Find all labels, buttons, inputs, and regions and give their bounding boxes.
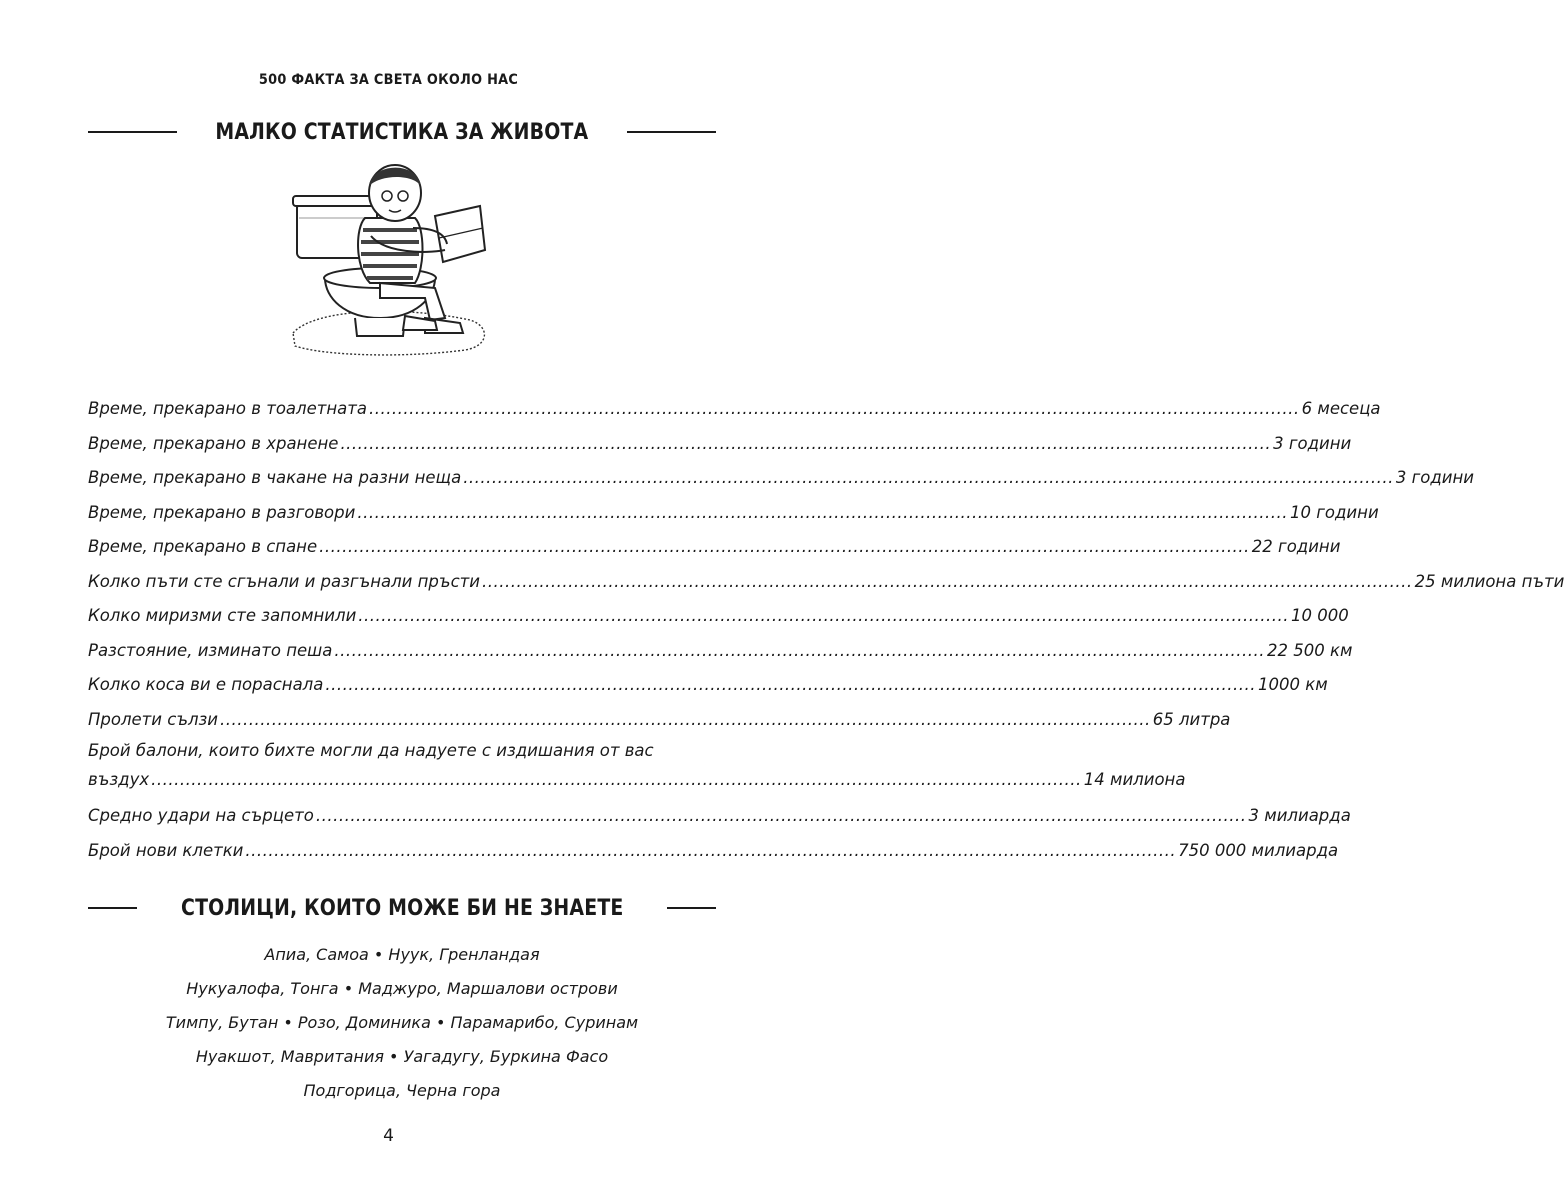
boy-reading-on-toilet-illustration xyxy=(285,158,500,363)
capitals-line: Нуакшот, Мавритания • Уагадугу, Буркина Фасо xyxy=(195,1047,609,1066)
stat-label: Брой нови клетки xyxy=(88,840,244,860)
running-head: 500 ФАКТА ЗА СВЕТА ОКОЛО НАС xyxy=(258,72,519,88)
stat-row xyxy=(88,392,1381,427)
stat-row-continuation xyxy=(88,765,1186,799)
heading-rule-right xyxy=(627,131,716,133)
stat-value: 6 месеца xyxy=(1301,399,1381,418)
stat-label: Време, прекарано в хранене xyxy=(88,433,339,453)
stat-label: Колко пъти сте сгънали и разгънали пръсти xyxy=(88,571,480,591)
heading-rule-left xyxy=(88,131,177,133)
section-title: СТОЛИЦИ, КОИТО МОЖЕ БИ НЕ ЗНАЕТЕ xyxy=(180,895,624,921)
stat-label: Разстояние, изминато пеша xyxy=(88,640,333,660)
capitals-line: Подгорица, Черна гора xyxy=(303,1081,501,1100)
stat-row xyxy=(88,565,1564,600)
stat-row xyxy=(88,530,1341,565)
stat-value: 14 милиона xyxy=(1083,770,1186,789)
stat-label: Време, прекарано в спане xyxy=(88,537,318,556)
stat-row xyxy=(88,427,1352,462)
dot-leader: .................................................................................................................................................................. xyxy=(151,770,1082,789)
section-heading-capitals xyxy=(88,892,716,924)
stat-label: Колко миризми сте запомнили xyxy=(88,606,357,625)
dot-leader: .................................................................................................................................................................. xyxy=(245,840,1177,860)
stat-value: 10 000 xyxy=(1290,606,1349,625)
stat-row xyxy=(88,634,1353,669)
dot-leader: .................................................................................................................................................................. xyxy=(334,640,1266,660)
stat-value: 3 милиарда xyxy=(1248,806,1351,825)
dot-leader: .................................................................................................................................................................. xyxy=(358,606,1289,625)
stat-row xyxy=(88,703,1231,738)
stat-value: 1000 км xyxy=(1258,675,1328,694)
dot-leader: .................................................................................................................................................................. xyxy=(368,399,1300,418)
stat-value: 25 милиона пъти xyxy=(1414,571,1564,591)
stat-label: Пролети сълзи xyxy=(88,709,219,729)
stat-label: въздух xyxy=(88,770,150,789)
dot-leader: .................................................................................................................................................................. xyxy=(319,537,1250,556)
stat-label: Време, прекарано в тоалетната xyxy=(88,399,367,418)
stat-row xyxy=(88,799,1351,834)
stat-value: 10 години xyxy=(1290,502,1379,522)
stat-label: Колко коса ви е пораснала xyxy=(88,675,324,694)
stat-row xyxy=(88,737,1186,799)
stat-value: 3 години xyxy=(1273,433,1352,453)
dot-leader: .................................................................................................................................................................. xyxy=(220,709,1151,729)
stat-label: Време, прекарано в чакане на разни неща xyxy=(88,468,462,487)
stat-row xyxy=(88,599,1349,634)
dot-leader: .................................................................................................................................................................. xyxy=(357,502,1289,522)
capitals-list xyxy=(88,938,716,1108)
heading-rule-left xyxy=(88,907,137,909)
heading-rule-right xyxy=(667,907,716,909)
dot-leader: .................................................................................................................................................................. xyxy=(315,806,1247,825)
life-stats-list xyxy=(88,392,1564,868)
stat-value: 3 години xyxy=(1395,468,1475,487)
capitals-line: Нукуалофа, Тонга • Маджуро, Маршалови острови xyxy=(186,979,618,998)
dot-leader: .................................................................................................................................................................. xyxy=(481,571,1413,591)
stat-label: Брой балони, които бихте могли да надуете с издишания от вас xyxy=(88,741,654,760)
dot-leader: .................................................................................................................................................................. xyxy=(463,468,1394,487)
page-number: 4 xyxy=(383,1126,394,1146)
capitals-line: Апиа, Самоа • Нуук, Гренландая xyxy=(264,945,540,964)
dot-leader: .................................................................................................................................................................. xyxy=(340,433,1272,453)
stat-value: 22 години xyxy=(1251,537,1341,556)
capitals-line: Тимпу, Бутан • Розо, Доминика • Парамарибо, Суринам xyxy=(165,1013,639,1032)
stat-row xyxy=(88,496,1379,531)
section-heading-life-stats xyxy=(88,116,716,148)
stat-value: 22 500 км xyxy=(1267,640,1353,660)
stat-row xyxy=(88,834,1339,869)
dot-leader: .................................................................................................................................................................. xyxy=(325,675,1257,694)
stat-value: 65 литра xyxy=(1152,709,1231,729)
stat-label: Време, прекарано в разговори xyxy=(88,502,356,522)
section-title: МАЛКО СТАТИСТИКА ЗА ЖИВОТА xyxy=(215,119,589,145)
stat-value: 750 000 милиарда xyxy=(1178,840,1339,860)
stat-label: Средно удари на сърцето xyxy=(88,806,314,825)
stat-row xyxy=(88,668,1328,703)
stat-row xyxy=(88,461,1475,496)
